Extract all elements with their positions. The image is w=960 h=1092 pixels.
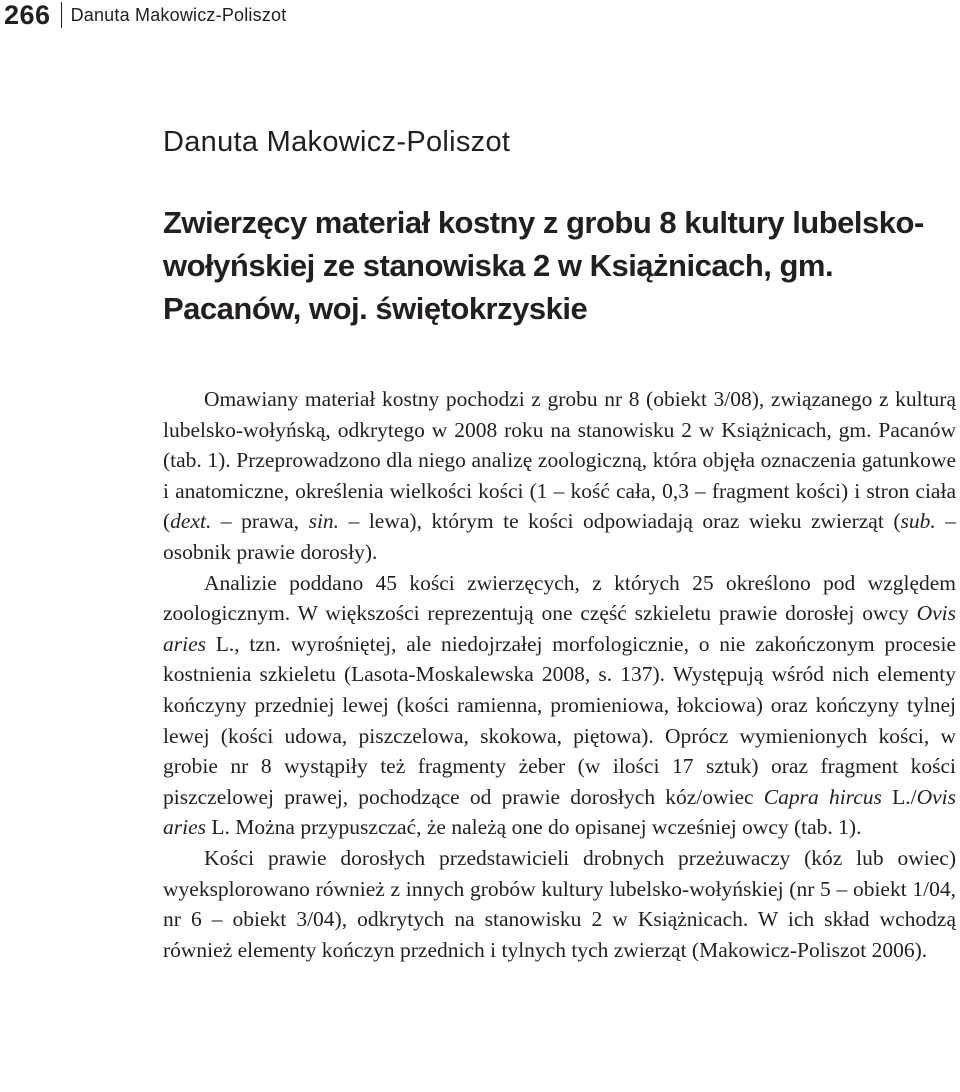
article-author: Danuta Makowicz-Poliszot	[163, 126, 511, 158]
paragraph-text: L. Można przypuszczać, że należą one do opisanej wcześniej owcy (tab. 1).	[206, 815, 862, 840]
article-title: Zwierzęcy materiał kostny z grobu 8 kultury lubelsko-wołyńskiej ze stanowiska 2 w Książnicach, gm. Pacanów, woj. świętokrzyskie	[163, 205, 924, 326]
italic-term: dext.	[170, 509, 212, 534]
running-head-divider	[61, 2, 62, 28]
body-paragraph-1	[163, 384, 956, 568]
paragraph-text: – lewa), którym te kości odpowiadają oraz wieku zwierząt (	[339, 509, 901, 534]
paragraph-text: – prawa,	[211, 509, 309, 534]
italic-term: sub.	[900, 509, 936, 534]
species-name: Ovis aries	[163, 601, 956, 656]
paragraph-text: Kości prawie dorosłych przedstawicieli drobnych przeżuwaczy (kóz lub owiec) wyeksplorowano również z innych grobów kultury lubelsko-wołyńskiej (nr 5 – obiekt 1/04, nr 6 – obiekt 3/04), odkrytych na stanowisku 2 w Książnicach. W ich skład wchodzą również elementy kończyn przednich i tylnych tych zwierząt (Makowicz-Poliszot 2006).	[163, 845, 956, 962]
paragraph-text: Analizie poddano 45 kości zwierzęcych, z których 25 określono pod względem zoologicznym. W większości reprezentują one część szkieletu prawie dorosłej owcy	[163, 570, 956, 626]
species-name: Capra hircus	[763, 784, 882, 809]
page-number: 266	[4, 0, 51, 30]
running-head	[4, 0, 286, 30]
italic-term: sin.	[308, 509, 340, 534]
paragraph-text: Omawiany materiał kostny pochodzi z grobu nr 8 (obiekt 3/08), związanego z kulturą lubelsko-wołyńską, odkrytego w 2008 roku na stanowisku 2 w Książnicach, gm. Pacanów (tab. 1). Przeprowadzono dla niego analizę zoologiczną, która objęła oznaczenia gatunkowe i anatomiczne, określenia wielkości kości (1 – kość cała, 0,3 – fragment kości) i stron ciała (	[163, 387, 956, 534]
paragraph-text: L., tzn. wyrośniętej, ale niedojrzałej morfologicznie, o nie zakończonym procesie kostnienia szkieletu (Lasota-Moskalewska 2008, s. 137). Występują wśród nich elementy kończyny przedniej lewej (kości ramienna, promieniowa, łokciowa) oraz kończyny tylnej lewej (kości udowa, piszczelowa, skokowa, piętowa). Oprócz wymienionych kości, w grobie nr 8 wystąpiły też fragmenty żeber (w ilości 17 sztuk) oraz fragment kości piszczelowej prawej, pochodzące od prawie dorosłych kóz/owiec	[163, 631, 956, 809]
body-paragraph-2	[163, 568, 956, 843]
species-name: Ovis aries	[163, 784, 956, 840]
article-body	[163, 384, 956, 965]
paragraph-text: – osobnik prawie dorosły).	[163, 509, 957, 564]
body-paragraph-3	[163, 843, 956, 965]
running-head-author: Danuta Makowicz-Poliszot	[70, 4, 287, 25]
paragraph-text: L./	[881, 784, 917, 809]
